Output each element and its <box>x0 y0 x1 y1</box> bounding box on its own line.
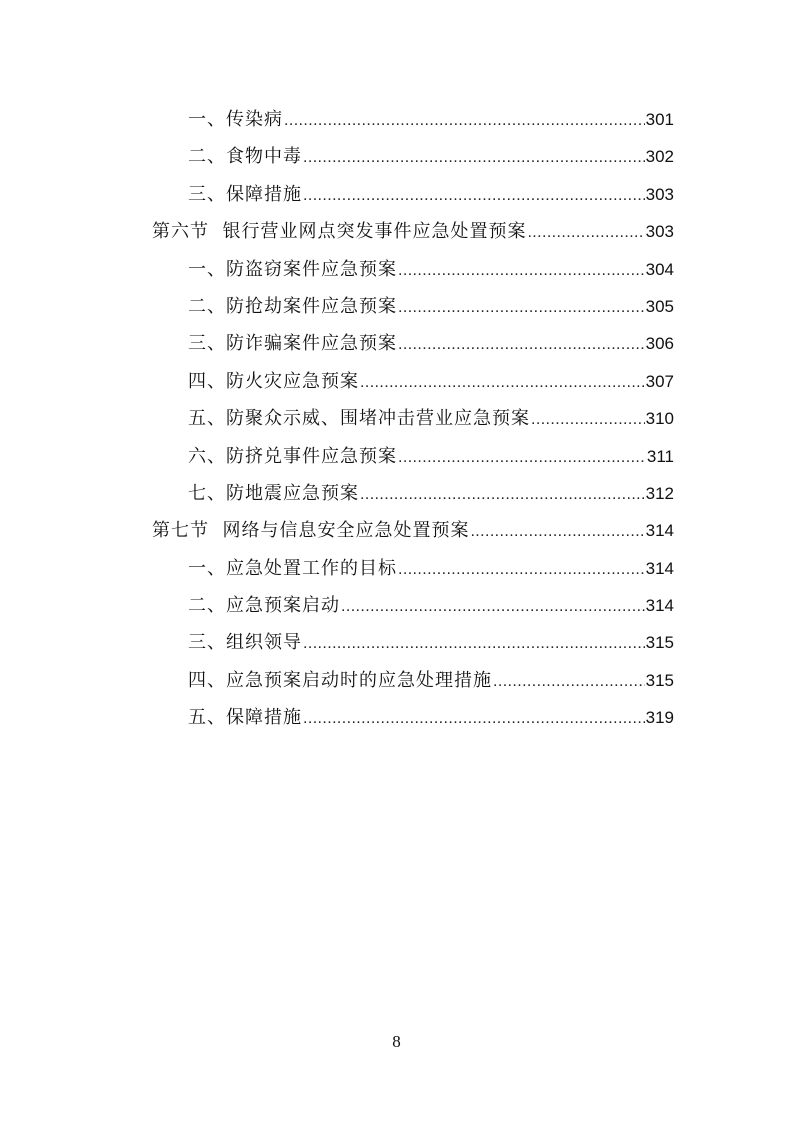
toc-entry-title: 二、应急预案启动 <box>188 595 340 617</box>
toc-entry-page: 315 <box>645 670 674 690</box>
toc-entry[interactable] <box>152 699 674 736</box>
toc-section-entry[interactable] <box>152 512 674 549</box>
page-number: 8 <box>392 1032 401 1051</box>
toc-entry-title: 四、防火灾应急预案 <box>188 370 359 392</box>
toc-dot-leader <box>303 700 645 737</box>
toc-dot-leader <box>341 588 645 625</box>
toc-entry-title: 三、组织领导 <box>188 632 302 654</box>
toc-entry[interactable] <box>152 475 674 512</box>
toc-dot-leader <box>531 401 645 438</box>
toc-entry-page: 319 <box>645 708 674 728</box>
toc-entry-title: 三、防诈骗案件应急预案 <box>188 333 397 355</box>
toc-entry[interactable] <box>152 288 674 325</box>
toc-entry-title: 四、应急预案启动时的应急处理措施 <box>188 669 492 691</box>
toc-entry[interactable] <box>152 138 674 175</box>
toc-entry-page: 314 <box>645 596 674 616</box>
toc-dot-leader <box>303 177 645 214</box>
toc-dot-leader <box>284 102 645 139</box>
toc-section-title: 第六节 银行营业网点突发事件应急处置预案 <box>152 221 527 243</box>
toc-entry-page: 314 <box>645 521 674 541</box>
toc-entry[interactable] <box>152 176 674 213</box>
toc-dot-leader <box>303 139 645 176</box>
toc-entry[interactable] <box>152 251 674 288</box>
toc-entry-page: 310 <box>645 409 674 429</box>
toc-entry-page: 307 <box>645 371 674 391</box>
toc-entry[interactable] <box>152 363 674 400</box>
toc-entry-title: 二、食物中毒 <box>188 146 302 168</box>
toc-dot-leader <box>360 476 645 513</box>
toc-dot-leader <box>303 625 645 662</box>
toc-entry-title: 二、防抢劫案件应急预案 <box>188 295 397 317</box>
toc-entry[interactable] <box>152 662 674 699</box>
toc-dot-leader <box>398 326 645 363</box>
toc-entry[interactable] <box>152 587 674 624</box>
toc-entry-page: 303 <box>645 222 674 242</box>
toc-entry-title: 六、防挤兑事件应急预案 <box>188 445 397 467</box>
toc-dot-leader <box>527 214 644 251</box>
toc-section-entry[interactable] <box>152 213 674 250</box>
toc-dot-leader <box>398 439 646 476</box>
toc-section-title: 第七节 网络与信息安全应急处置预案 <box>152 520 470 542</box>
toc-entry-page: 312 <box>645 483 674 503</box>
toc-entry-title: 五、防聚众示威、围堵冲击营业应急预案 <box>188 408 530 430</box>
toc-entry[interactable] <box>152 101 674 138</box>
toc-dot-leader <box>470 513 644 550</box>
toc-entry-title: 三、保障措施 <box>188 183 302 205</box>
toc-entry[interactable] <box>152 550 674 587</box>
toc-dot-leader <box>493 663 645 700</box>
toc-entry-page: 306 <box>645 334 674 354</box>
toc-entry[interactable] <box>152 624 674 661</box>
toc-entry-page: 304 <box>645 259 674 279</box>
toc-dot-leader <box>360 364 645 401</box>
toc-entry-page: 311 <box>646 446 674 466</box>
toc-entry-page: 305 <box>645 296 674 316</box>
toc-dot-leader <box>398 289 645 326</box>
toc-entry-page: 314 <box>645 558 674 578</box>
toc-entry-title: 七、防地震应急预案 <box>188 482 359 504</box>
toc-entry-page: 301 <box>645 110 674 129</box>
toc-entry-title: 一、传染病 <box>188 109 283 130</box>
toc-entry[interactable] <box>152 325 674 362</box>
table-of-contents <box>152 101 674 737</box>
toc-entry[interactable] <box>152 400 674 437</box>
toc-dot-leader <box>398 551 645 588</box>
toc-entry-page: 315 <box>645 633 674 653</box>
toc-entry-title: 一、防盗窃案件应急预案 <box>188 258 397 280</box>
toc-entry-page: 303 <box>645 184 674 204</box>
toc-dot-leader <box>398 252 645 289</box>
toc-entry[interactable] <box>152 438 674 475</box>
toc-entry-page: 302 <box>645 147 674 167</box>
toc-entry-title: 五、保障措施 <box>188 707 302 729</box>
toc-entry-title: 一、应急处置工作的目标 <box>188 557 397 579</box>
